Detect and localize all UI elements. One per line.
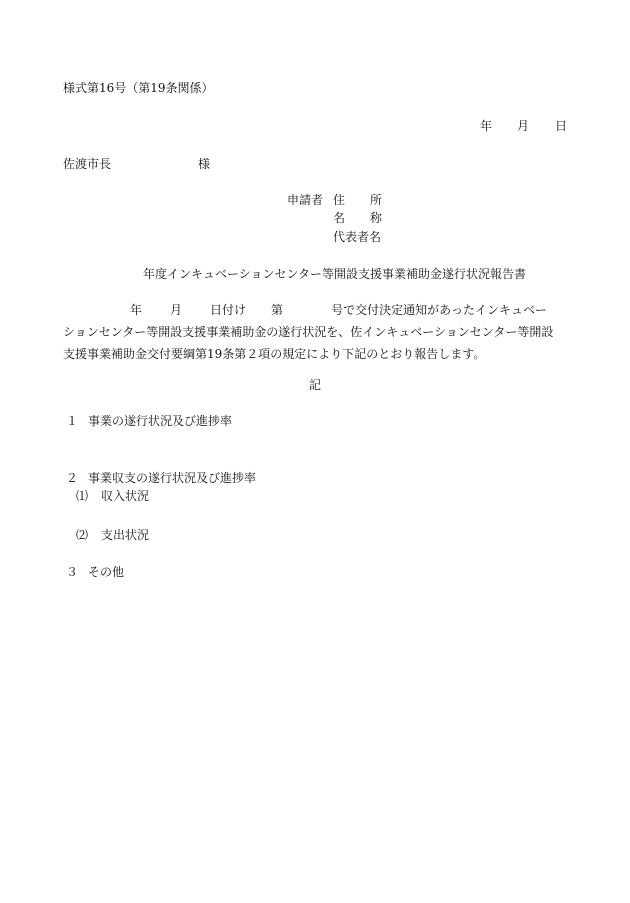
addressee-honorific: 様 [198,157,211,171]
item-2-2-text: 支出状況 [101,528,150,542]
item-3-number: ３ [66,565,79,579]
name-label-a: 名 [333,211,346,225]
item-1-text: 事業の遂行状況及び進捗率 [88,414,233,428]
body-number-prefix: 第 [271,303,284,317]
body-day-dated: 日付け [210,303,247,317]
item-2-number: ２ [66,471,79,485]
ki-heading: 記 [309,378,322,392]
body-year: 年 [130,303,143,317]
address-label-b: 所 [370,193,383,207]
body-line-1 [63,299,568,321]
form-number: 様式第16号（第19条関係） [63,81,214,95]
date-year-label: 年 [480,119,493,133]
representative-label: 代表者名 [333,230,382,244]
item-3-text: その他 [88,565,125,579]
body-paragraph [63,299,568,365]
item-2-text: 事業収支の遂行状況及び進捗率 [88,471,257,485]
date-month-label: 月 [517,119,530,133]
item-2-1-number: ⑴ [76,489,89,503]
item-1-number: １ [66,414,79,428]
body-line-1-rest: 号で交付決定通知があったインキュベー [331,303,547,317]
body-line-3: 支援事業補助金交付要綱第19条第２項の規定により下記のとおり報告します。 [63,347,486,361]
applicant-label: 申請者 [287,193,324,207]
item-2-1-text: 収入状況 [101,489,150,503]
item-2-2-number: ⑵ [76,528,89,542]
addressee-name: 佐渡市長 [63,157,112,171]
body-month: 月 [170,303,183,317]
name-label-b: 称 [370,211,383,225]
date-day-label: 日 [555,119,568,133]
body-line-2: ションセンター等開設支援事業補助金の遂行状況を、佐インキュベーションセンター等開設 [63,325,554,339]
address-label-a: 住 [333,193,346,207]
document-title: 年度インキュベーションセンター等開設支援事業補助金遂行状況報告書 [143,267,527,281]
